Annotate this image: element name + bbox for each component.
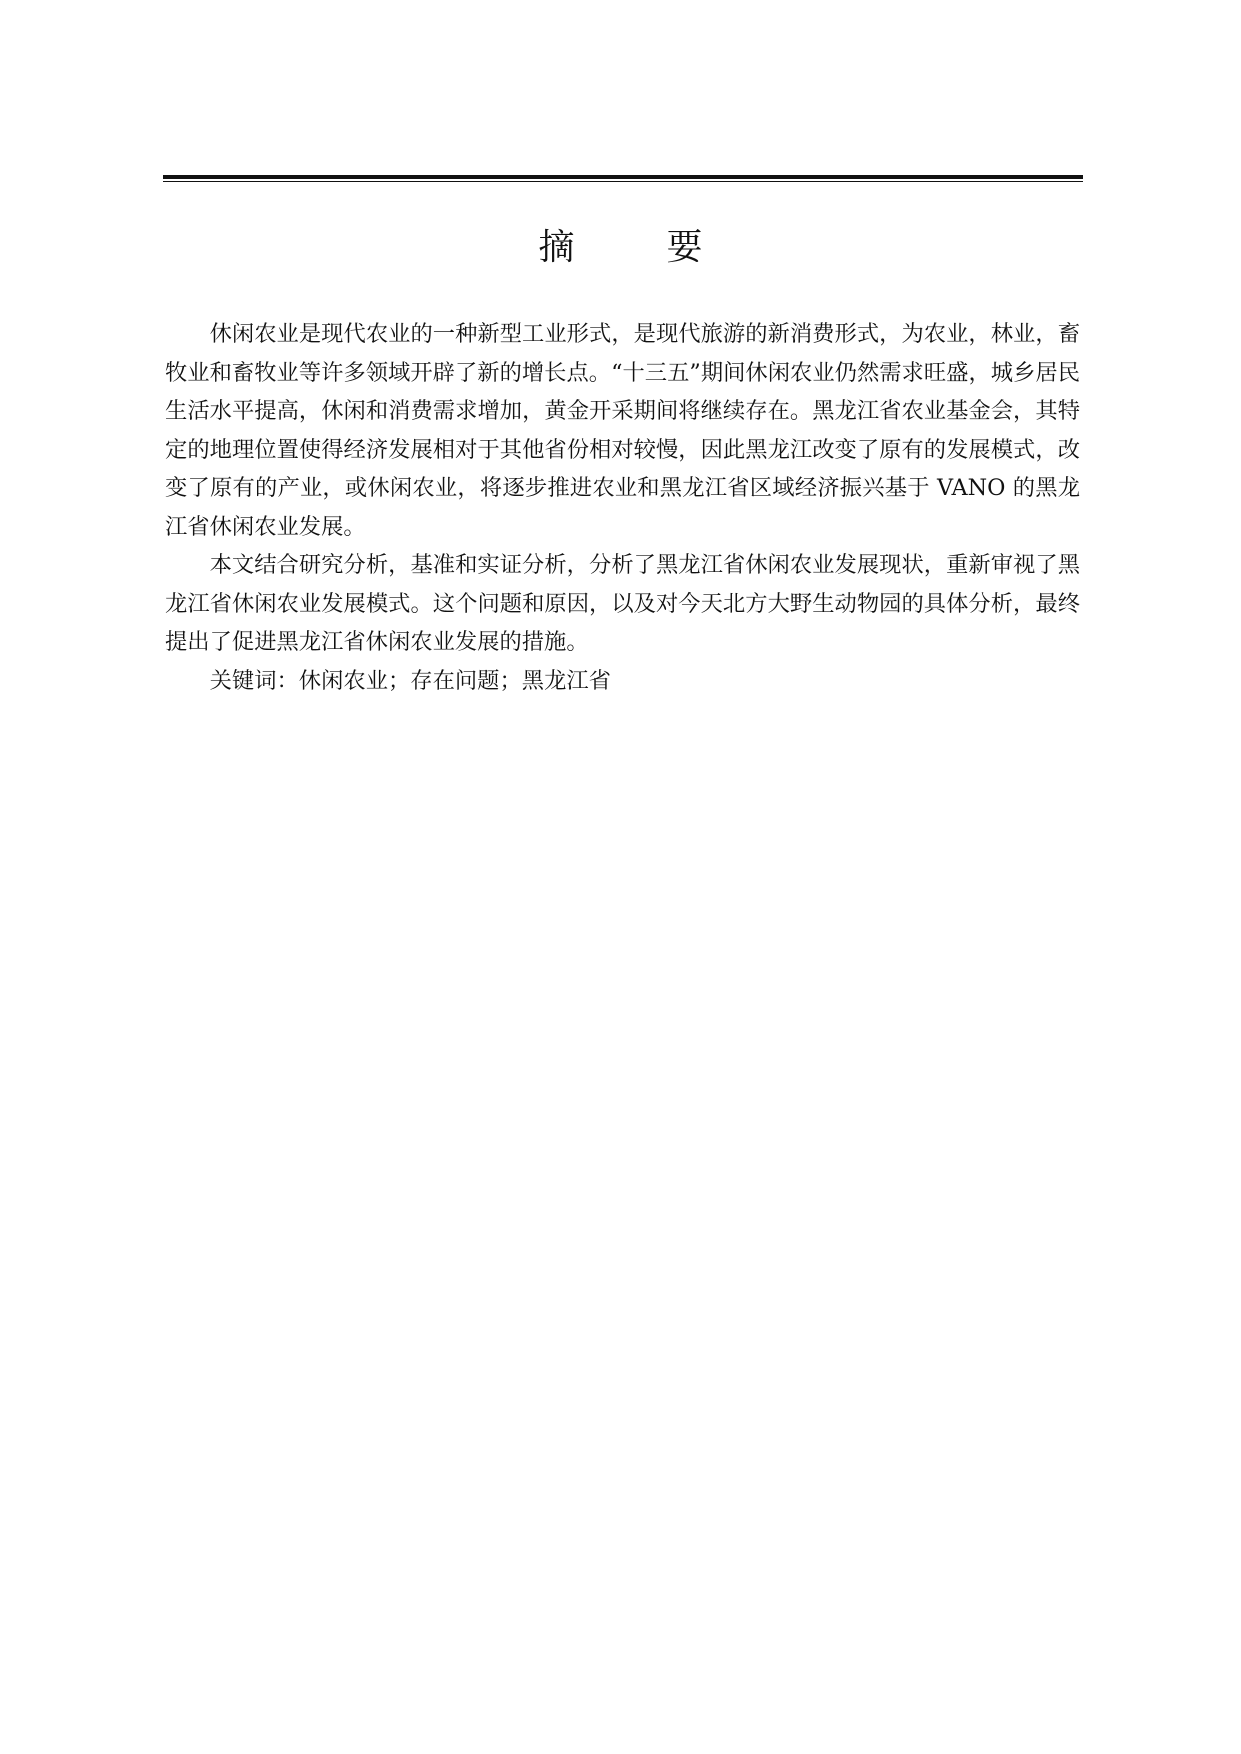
abstract-title: 摘 要 [538,227,731,268]
header-rule-thick [163,175,1083,179]
header-rule-thin [163,181,1083,182]
keywords-text: 休闲农业；存在问题；黑龙江省 [298,667,611,694]
abstract-paragraph-2: 本文结合研究分析，基准和实证分析，分析了黑龙江省休闲农业发展现状，重新审视了黑龙江省休闲农业发展模式。这个问题和原因，以及对今天北方大野生动物园的具体分析，最终提出了促进黑龙江省休闲农业发展的措施。 [165,552,1080,655]
abstract-body [165,315,1080,700]
keywords-line [165,662,1080,701]
abstract-paragraph-1: 休闲农业是现代农业的一种新型工业形式，是现代旅游的新消费形式，为农业，林业，畜牧业和畜牧业等许多领域开辟了新的增长点。“十三五”期间休闲农业仍然需求旺盛，城乡居民生活水平提高，休闲和消费需求增加，黄金开采期间将继续存在。黑龙江省农业基金会，其特定的地理位置使得经济发展相对于其他省份相对较慢，因此黑龙江改变了原有的发展模式，改变了原有的产业，或休闲农业，将逐步推进农业和黑龙江省区域经济振兴基于 VANO 的黑龙江省休闲农业发展。 [165,321,1080,540]
keywords-label: 关键词： [209,667,299,694]
